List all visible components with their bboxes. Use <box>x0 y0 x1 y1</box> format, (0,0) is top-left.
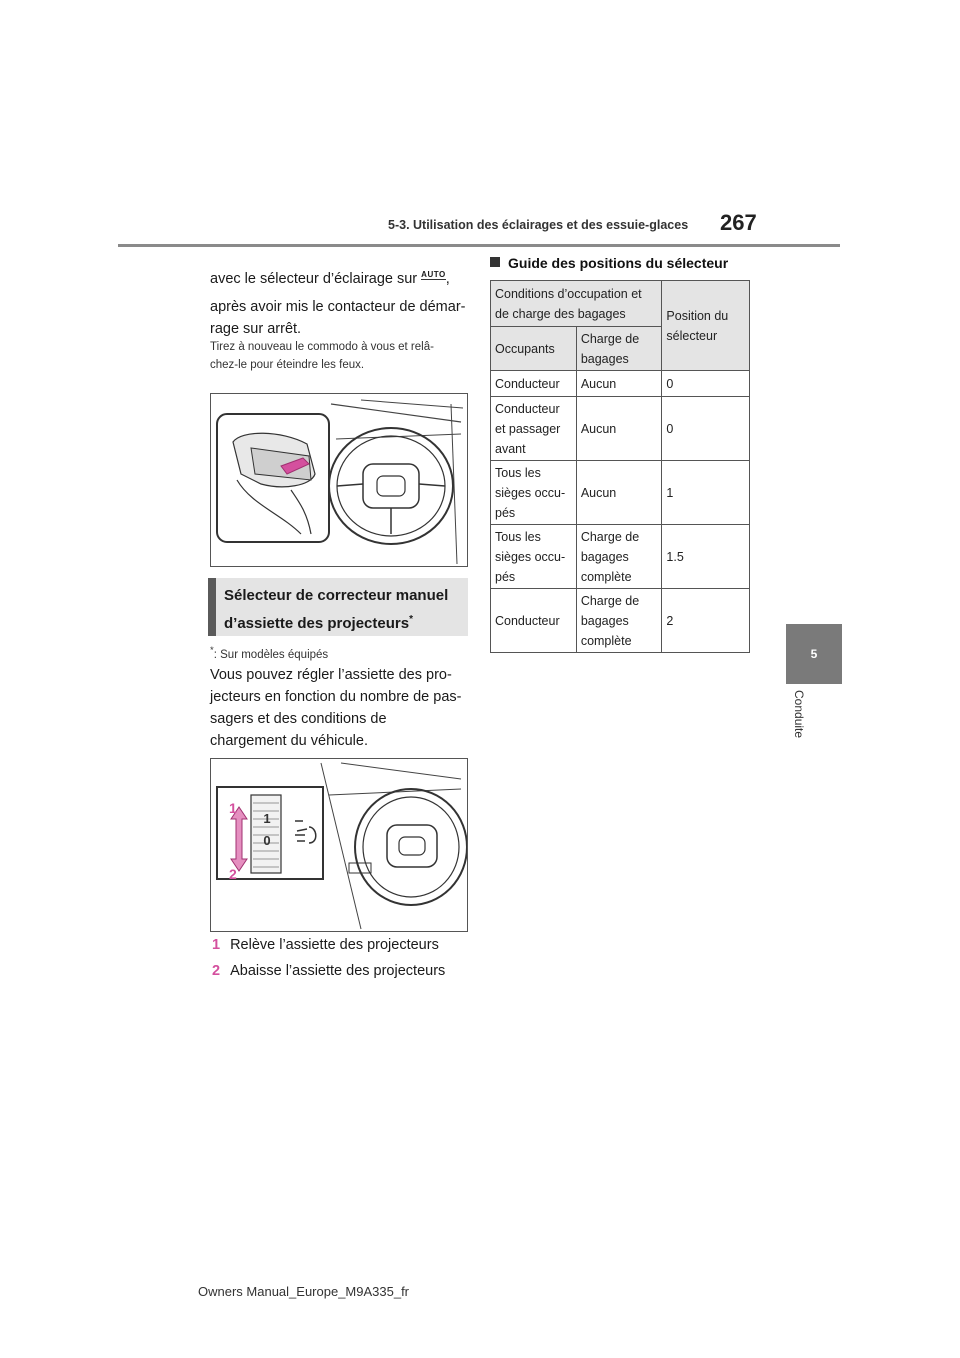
section-heading <box>208 578 468 636</box>
table-row <box>491 525 750 589</box>
cell-position: 1.5 <box>662 525 750 589</box>
square-bullet-icon <box>490 257 500 267</box>
cell-charge: Charge de bagages complète <box>576 589 662 653</box>
cell-position: 0 <box>662 371 750 397</box>
footer-text: Owners Manual_Europe_M9A335_fr <box>198 1284 410 1299</box>
note-paragraph <box>210 338 470 374</box>
cell-occupants: Conducteur <box>491 371 577 397</box>
intro-comma: , <box>445 271 450 287</box>
desc-line-3: sagers et des conditions de <box>210 711 387 727</box>
dial-label-top: 1 <box>263 811 271 826</box>
desc-line-4: chargement du véhicule. <box>210 733 368 749</box>
intro-line-2: après avoir mis le contacteur de démar- <box>210 299 466 315</box>
header-position: Position du sélecteur <box>662 281 750 371</box>
cell-occupants: Tous les sièges occu-pés <box>491 525 577 589</box>
desc-line-1: Vous pouvez régler l’assiette des pro- <box>210 667 452 683</box>
step-2-text: Abaisse l’assiette des projecteurs <box>230 963 446 979</box>
dial-label-bottom: 0 <box>263 833 271 848</box>
callout-1: 1 <box>229 800 237 816</box>
cell-charge: Aucun <box>576 397 662 461</box>
footnote-star: * <box>210 645 214 656</box>
cell-charge: Charge de bagages complète <box>576 525 662 589</box>
cell-charge: Aucun <box>576 371 662 397</box>
intro-line-3: rage sur arrêt. <box>210 321 302 337</box>
heading-asterisk: * <box>409 614 413 625</box>
table-row <box>491 589 750 653</box>
cell-position: 0 <box>662 397 750 461</box>
lever-drawing <box>211 394 467 566</box>
table-row <box>491 371 750 397</box>
cell-charge: Aucun <box>576 461 662 525</box>
cell-occupants: Conducteur et passager avant <box>491 397 577 461</box>
table-row <box>491 397 750 461</box>
table-row <box>491 461 750 525</box>
cell-position: 1 <box>662 461 750 525</box>
step-2 <box>212 960 445 982</box>
header-occupants: Occupants <box>491 327 577 371</box>
cell-occupants: Tous les sièges occu-pés <box>491 461 577 525</box>
guide-heading <box>490 255 728 271</box>
footnote-text: : Sur modèles équipés <box>213 648 329 661</box>
step-1 <box>212 934 439 956</box>
chapter-tab <box>786 624 842 684</box>
heading-line-1: Sélecteur de correcteur manuel <box>224 587 449 604</box>
page-number: 267 <box>720 210 757 235</box>
dial-illustration <box>210 758 468 932</box>
guide-title: Guide des positions du sélecteur <box>508 255 729 271</box>
callout-2: 2 <box>229 866 237 882</box>
chapter-label: Conduite <box>792 690 806 739</box>
section-title: 5-3. Utilisation des éclairages et des essuie-glaces <box>388 218 689 232</box>
step-2-number: 2 <box>212 963 221 979</box>
header-rule <box>118 244 840 247</box>
step-1-number: 1 <box>212 937 221 953</box>
intro-text: avec le sélecteur d’éclairage sur <box>210 271 422 287</box>
chapter-number: 5 <box>810 647 818 661</box>
dial-drawing <box>211 759 467 931</box>
auto-symbol: AUTO <box>421 270 446 279</box>
intro-paragraph <box>210 264 470 340</box>
header-charge: Charge de bagages <box>576 327 662 371</box>
desc-line-2: jecteurs en fonction du nombre de pas- <box>210 689 462 705</box>
note-line-2: chez-le pour éteindre les feux. <box>210 359 365 371</box>
header-conditions: Conditions d’occupation et de charge des bagages <box>491 281 662 327</box>
heading-line-2: d’assiette des projecteurs <box>224 615 410 632</box>
cell-occupants: Conducteur <box>491 589 577 653</box>
cell-position: 2 <box>662 589 750 653</box>
lever-illustration <box>210 393 468 567</box>
step-1-text: Relève l’assiette des projecteurs <box>230 937 439 953</box>
footnote <box>210 642 328 664</box>
description-paragraph <box>210 664 472 752</box>
position-guide-table <box>490 280 750 653</box>
note-line-1: Tirez à nouveau le commodo à vous et relâ- <box>210 341 434 353</box>
